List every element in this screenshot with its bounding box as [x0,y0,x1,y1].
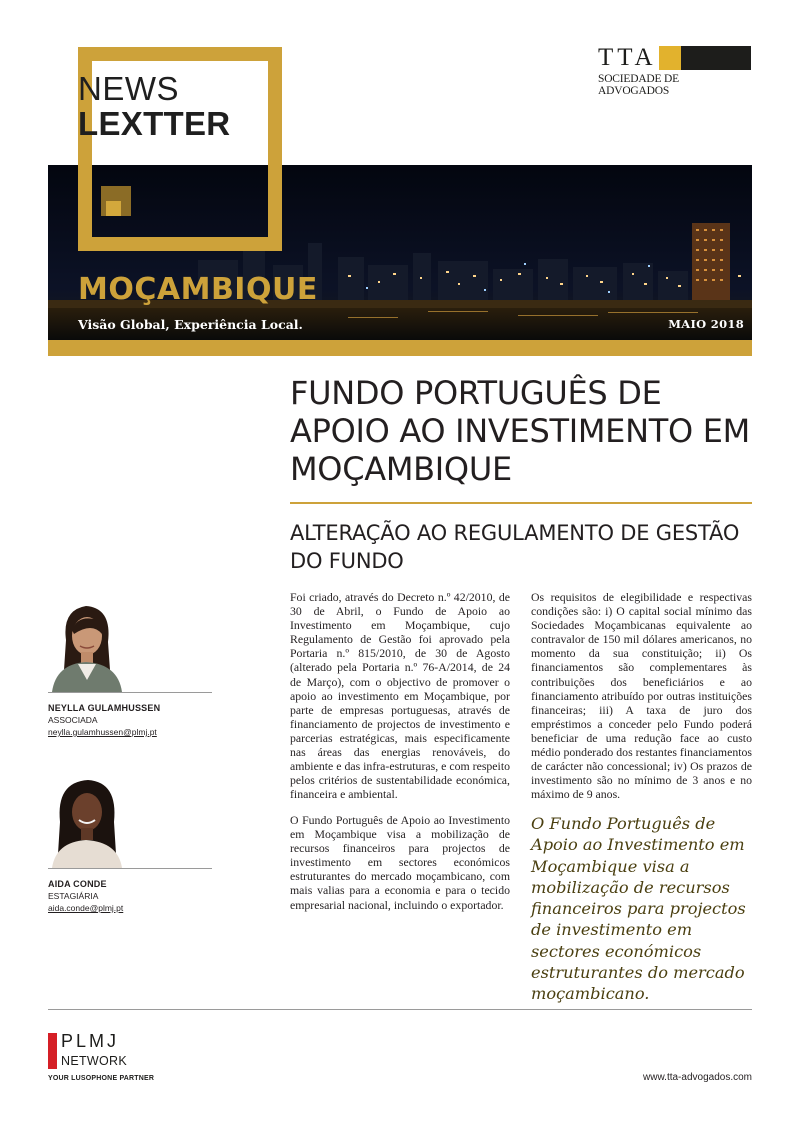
newsletter-logo [78,72,230,140]
country-title: MOÇAMBIQUE [78,272,318,307]
logo-square-light [106,201,121,216]
footer-divider [48,1009,752,1010]
author-email-link[interactable]: neylla.gulamhussen@plmj.pt [48,727,157,737]
plmj-network-label: NETWORK [61,1054,127,1068]
tagline: Visão Global, Experiência Local. [78,317,303,332]
body-paragraph-3: Os requisitos de elegibilidade e respectivas condições são: i) O capital social mínimo das Sociedades Moçambicanas equivalente ao contravalor de 150 mil dólares americanos, no momento da sua constituição; ii) Os financiamentos são complementares às contribuições dos beneficiários e ao financiamento atribuído por outras instituições financeiras; iii) A taxa de juro dos empréstimos a conceder pelo Fundo poderá beneficiar de uma redução face ao custo médio ponderado dos restantes financiamentos de carácter não concessional; iv) Os prazos de investimento são no mínimo de 3 anos e no máximo de 9 anos. [531,590,752,802]
plmj-red-bar [48,1033,57,1069]
plmj-name: PLMJ [61,1031,120,1051]
article-title: FUNDO PORTUGUÊS DE APOIO AO INVESTIMENTO EM MOÇAMBIQUE [290,374,750,488]
author-role: ESTAGIÁRIA [48,891,99,901]
article-subtitle: ALTERAÇÃO AO REGULAMENTO DE GESTÃO DO FUNDO [290,521,740,573]
tta-logo-gold-block [659,46,681,70]
plmj-tagline: YOUR LUSOPHONE PARTNER [48,1075,155,1082]
author-name: NEYLLA GULAMHUSSEN [48,703,161,713]
body-paragraph-1: Foi criado, através do Decreto n.º 42/2010, de 30 de Abril, o Fundo de Apoio ao Investimento em Moçambique, cujo Regulamento de Gestão foi aprovado pela Portaria n.º 815/2010, de 30 de Agosto (alterado pela Portaria n.º 76-A/2014, de 24 de Março), com o objectivo de promover o apoio ao investimento em Moçambique, por parte de empresas portuguesas, através de financiamento de projectos de investimento e parcerias estratégicas, mais especificamente nas áreas das energias renováveis, do ambiente e das infra-estruturas, e com respeito pelos critérios de sustentabilidade económica, financeira e ambiental. [290,590,510,802]
issue-date: MAIO 2018 [668,317,744,331]
author-photo-aida [48,776,125,868]
author-name: AIDA CONDE [48,879,107,889]
banner-gold-strip [48,340,752,356]
tta-logo-black-bar [681,46,751,70]
tta-logo-subtitle: SOCIEDADE DE ADVOGADOS [598,73,679,97]
tta-logo-text: TTA [598,44,657,71]
website-link[interactable]: www.tta-advogados.com [643,1072,752,1083]
logo-line-news: NEWS [78,70,179,107]
pull-quote: O Fundo Português de Apoio ao Investimento em Moçambique visa a mobilização de recursos financeiros para projectos de investimento em sectores económicos estruturantes do mercado moçambicano. [531,814,746,1004]
body-paragraph-2: O Fundo Português de Apoio ao Investimento em Moçambique visa a mobilização de recursos financeiros para projectos de investimento em sectores económicos estruturantes do mercado moçambicano, com mais valias para a economia e para o tecido empresarial nacional, incluindo o exportador. [290,813,510,912]
title-divider [290,502,752,504]
author-divider [48,868,212,869]
author-role: ASSOCIADA [48,715,98,725]
logo-line-lextter: LEXTTER [78,105,231,142]
author-divider [48,692,212,693]
author-email-link[interactable]: aida.conde@plmj.pt [48,903,124,913]
tta-firm-logo [598,46,751,97]
author-photo-neylla [48,600,125,692]
